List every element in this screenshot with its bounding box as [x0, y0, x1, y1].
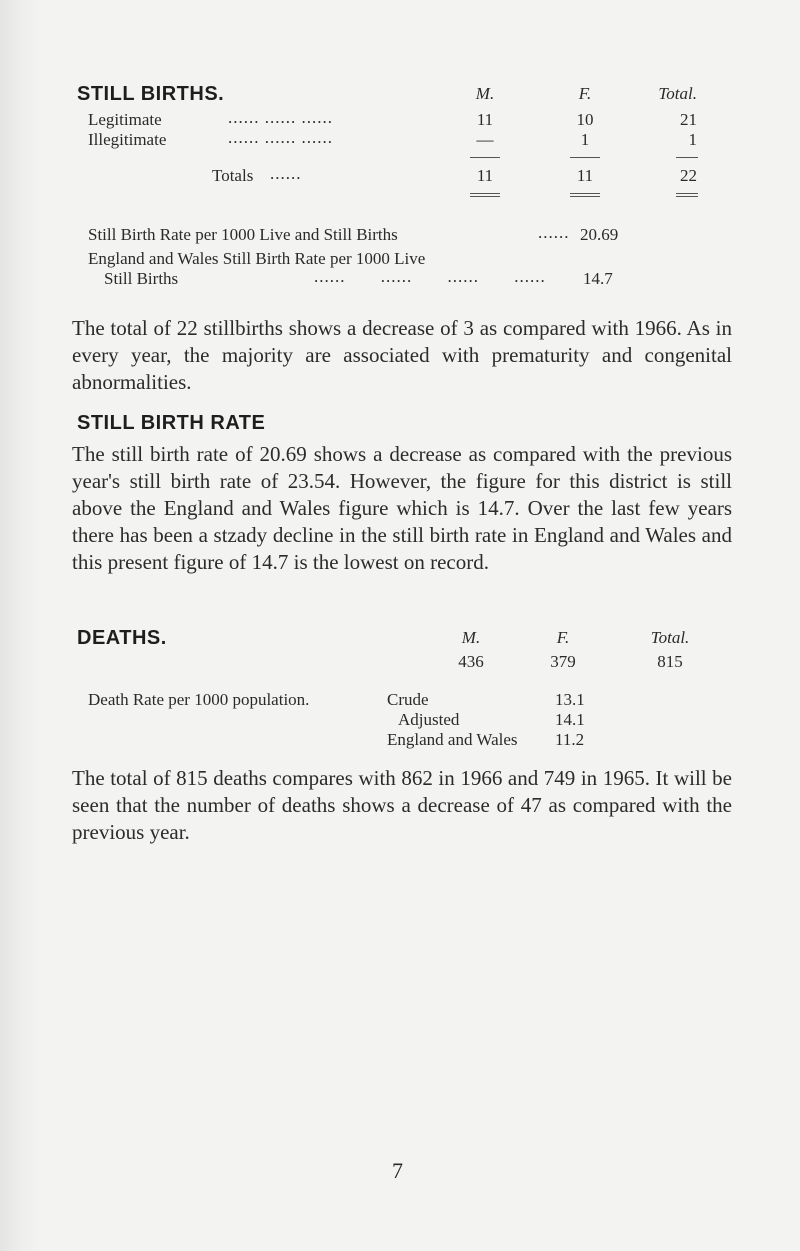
- ew-rate-label: England and Wales Still Birth Rate per 1000 Live: [88, 249, 426, 268]
- double-rule: [470, 193, 500, 197]
- ew-rate-label-continued: Still Births: [104, 269, 179, 288]
- cell-totals-f: 11: [576, 166, 594, 185]
- still-birth-rate-value: 20.69: [580, 225, 619, 244]
- deaths-col-total: Total.: [650, 628, 690, 647]
- death-rate-ew-value: 11.2: [555, 730, 585, 749]
- deaths-value-m: 436: [458, 652, 484, 671]
- cell-totals-total: 22: [680, 166, 697, 185]
- col-header-f: F.: [578, 84, 592, 103]
- deaths-value-f: 379: [550, 652, 576, 671]
- col-header-m: M.: [475, 84, 495, 103]
- col-header-total: Total.: [658, 84, 697, 103]
- death-rate-adjusted-label: Adjusted: [398, 710, 460, 729]
- cell-totals-m: 11: [476, 166, 494, 185]
- row-label-legitimate: Legitimate: [88, 110, 162, 129]
- cell-illegitimate-f: 1: [580, 130, 590, 149]
- double-rule: [676, 193, 698, 197]
- rate-leader-dots: ......: [538, 223, 570, 242]
- ew-rate-value: 14.7: [583, 269, 613, 288]
- totals-label: Totals: [212, 166, 254, 185]
- death-rate-crude-value: 13.1: [555, 690, 585, 709]
- still-birth-rate-paragraph: The still birth rate of 20.69 shows a decrease as compared with the previous year's still birth rate of 23.54. However, the figure for this district is still above the England and Wales figure which is 14.7. Over the last few years there has been a stzady decline in the still birth rate in England and Wales and this present figure of 14.7 is the lowest on record.: [72, 442, 732, 574]
- row-label-illegitimate: Illegitimate: [88, 130, 167, 149]
- death-rate-label: Death Rate per 1000 population.: [88, 690, 310, 709]
- deaths-value-total: 815: [657, 652, 683, 671]
- column-rule: [676, 157, 698, 158]
- deaths-col-f: F.: [556, 628, 570, 647]
- ew-rate-leader-dots: ...... ...... ...... ......: [314, 267, 546, 286]
- deaths-col-m: M.: [461, 628, 481, 647]
- row-leader-dots: ...... ...... ......: [228, 108, 333, 127]
- column-rule: [570, 157, 600, 158]
- cell-illegitimate-total: 1: [688, 130, 697, 149]
- cell-legitimate-total: 21: [680, 110, 697, 129]
- totals-leader-dots: ......: [270, 164, 302, 183]
- death-rate-ew-label: England and Wales: [387, 730, 518, 749]
- column-rule: [470, 157, 500, 158]
- cell-illegitimate-m: —: [476, 130, 494, 149]
- cell-legitimate-f: 10: [576, 110, 594, 129]
- row-leader-dots: ...... ...... ......: [228, 128, 333, 147]
- death-rate-crude-label: Crude: [387, 690, 429, 709]
- still-births-paragraph: The total of 22 stillbirths shows a decrease of 3 as compared with 1966. As in every year, the majority are associated with prematurity and congenital abnormalities.: [72, 316, 732, 394]
- double-rule: [570, 193, 600, 197]
- page-number: 7: [392, 1158, 403, 1183]
- death-rate-adjusted-value: 14.1: [555, 710, 585, 729]
- deaths-paragraph: The total of 815 deaths compares with 862 in 1966 and 749 in 1965. It will be seen that the number of deaths shows a decrease of 47 as compared with the previous year.: [72, 766, 732, 844]
- deaths-heading: DEATHS.: [77, 627, 167, 649]
- scan-edge-shadow: [0, 0, 40, 1251]
- still-birth-rate-heading: STILL BIRTH RATE: [77, 412, 266, 434]
- still-births-heading: STILL BIRTHS.: [77, 83, 225, 105]
- still-birth-rate-label: Still Birth Rate per 1000 Live and Still Births: [88, 225, 398, 244]
- cell-legitimate-m: 11: [476, 110, 494, 129]
